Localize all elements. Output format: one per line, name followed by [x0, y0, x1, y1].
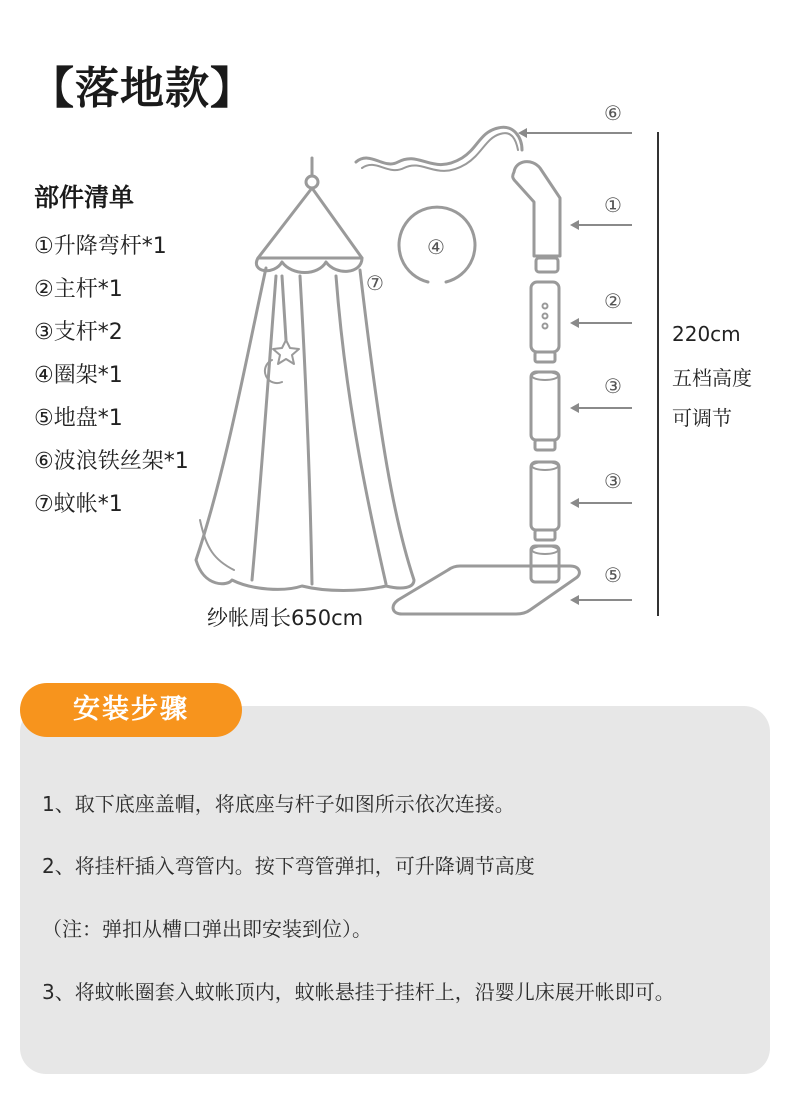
install-step-2-note: （注：弹扣从槽口弹出即安装到位）。 — [42, 917, 372, 941]
install-step-3: 3、将蚊帐圈套入蚊帐顶内，蚊帐悬挂于挂杆上，沿婴儿床展开帐即可。 — [42, 980, 675, 1004]
part-item-5: ⑤地盘*1 — [34, 406, 123, 431]
page-title: 【落地款】 — [30, 63, 255, 114]
callout-3a: ③ — [604, 374, 622, 398]
install-step-2: 2、将挂杆插入弯管内。按下弯管弹扣，可升降调节高度 — [42, 854, 535, 878]
install-steps-badge: 安装步骤 — [20, 683, 242, 737]
part-item-7: ⑦蚊帐*1 — [34, 492, 123, 517]
support-rod-illustration-1 — [531, 372, 559, 450]
support-rod-illustration-2 — [531, 462, 559, 540]
base-illustration — [393, 546, 579, 614]
callout-7: ⑦ — [366, 271, 384, 295]
install-step-1: 1、取下底座盖帽，将底座与杆子如图所示依次连接。 — [42, 792, 515, 816]
height-label: 220cm — [672, 322, 741, 346]
part-item-6: ⑥波浪铁丝架*1 — [34, 449, 189, 474]
part-item-2: ②主杆*1 — [34, 277, 123, 302]
height-levels-label: 五档高度 — [672, 366, 752, 390]
install-steps-panel — [20, 706, 770, 1074]
main-rod-illustration — [531, 282, 559, 362]
callout-4: ④ — [427, 235, 445, 259]
mosquito-net-illustration — [196, 158, 414, 591]
callout-1: ① — [604, 193, 622, 217]
callout-6: ⑥ — [604, 101, 622, 125]
callout-3b: ③ — [604, 469, 622, 493]
callout-2: ② — [604, 289, 622, 313]
adjustable-label: 可调节 — [672, 406, 732, 430]
net-circumference-label: 纱帐周长650cm — [207, 606, 364, 630]
wave-wire-illustration — [356, 127, 522, 164]
curved-rod-illustration — [513, 162, 560, 256]
part-item-4: ④圈架*1 — [34, 363, 123, 388]
parts-heading: 部件清单 — [34, 183, 135, 212]
callout-5: ⑤ — [604, 563, 622, 587]
part-item-3: ③支杆*2 — [34, 320, 123, 345]
part-item-1: ①升降弯杆*1 — [34, 234, 167, 259]
